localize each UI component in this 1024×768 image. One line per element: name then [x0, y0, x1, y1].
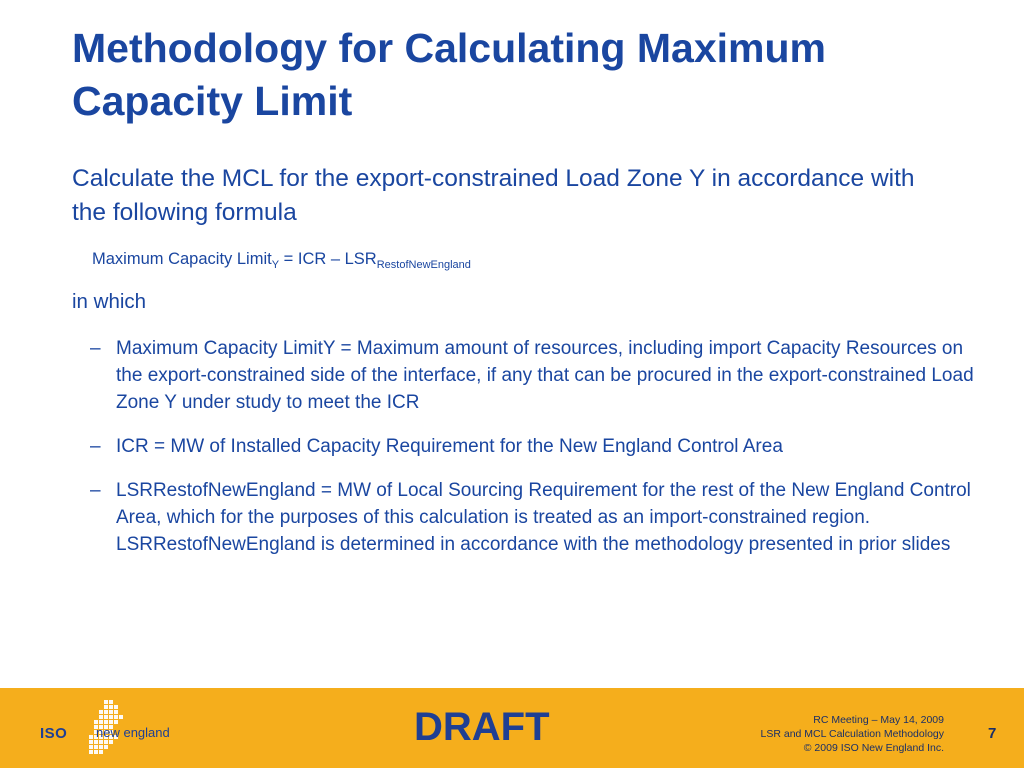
definition-item-mcl [90, 335, 990, 416]
copyright-notice: © 2009 ISO New England Inc. [803, 742, 944, 754]
definition-item-icr [90, 433, 990, 460]
definition-text: Maximum Capacity LimitY = Maximum amount of resources, including import Capacity Resources on the export-constrained side of the interface, if any that can be procured in the export-constrained Load Zone Y under study to meet the ICR [116, 338, 974, 413]
definition-item-lsr [90, 477, 990, 558]
draft-label: DRAFT [414, 705, 550, 749]
iso-new-england-logo [40, 698, 180, 762]
dash-bullet: – [90, 436, 101, 457]
dash-bullet: – [90, 338, 101, 359]
footer-meta [761, 713, 944, 755]
meeting-info: RC Meeting – May 14, 2009 [813, 714, 944, 726]
definition-text: ICR = MW of Installed Capacity Requirement for the New England Control Area [116, 436, 783, 457]
slide-title: Methodology for Calculating Maximum Capacity Limit [72, 25, 826, 124]
logo-new-england-text: new england [96, 725, 170, 740]
definition-text: LSRRestofNewEngland = MW of Local Sourcing Requirement for the rest of the New England Control Area, which for the purposes of this calculation is treated as an import-constrained region. LSRRestofNewEngland is determined in accordance with the methodology presented in prior slides [116, 480, 971, 555]
definition-list [90, 335, 990, 575]
intro-text: Calculate the MCL for the export-constrained Load Zone Y in accordance with the following formula [72, 165, 915, 226]
logo-iso-text: ISO [40, 725, 68, 742]
formula-lhs-subscript: Y [271, 259, 280, 271]
formula [92, 247, 471, 271]
formula-lhs: Maximum Capacity Limit [92, 250, 272, 268]
in-which-label: in which [72, 290, 147, 313]
page-number: 7 [988, 725, 997, 742]
dash-bullet: – [90, 480, 101, 501]
presentation-subject: LSR and MCL Calculation Methodology [760, 728, 944, 740]
formula-rhs-subscript: RestofNewEngland [376, 259, 471, 271]
formula-middle: = ICR – LSR [279, 250, 377, 268]
